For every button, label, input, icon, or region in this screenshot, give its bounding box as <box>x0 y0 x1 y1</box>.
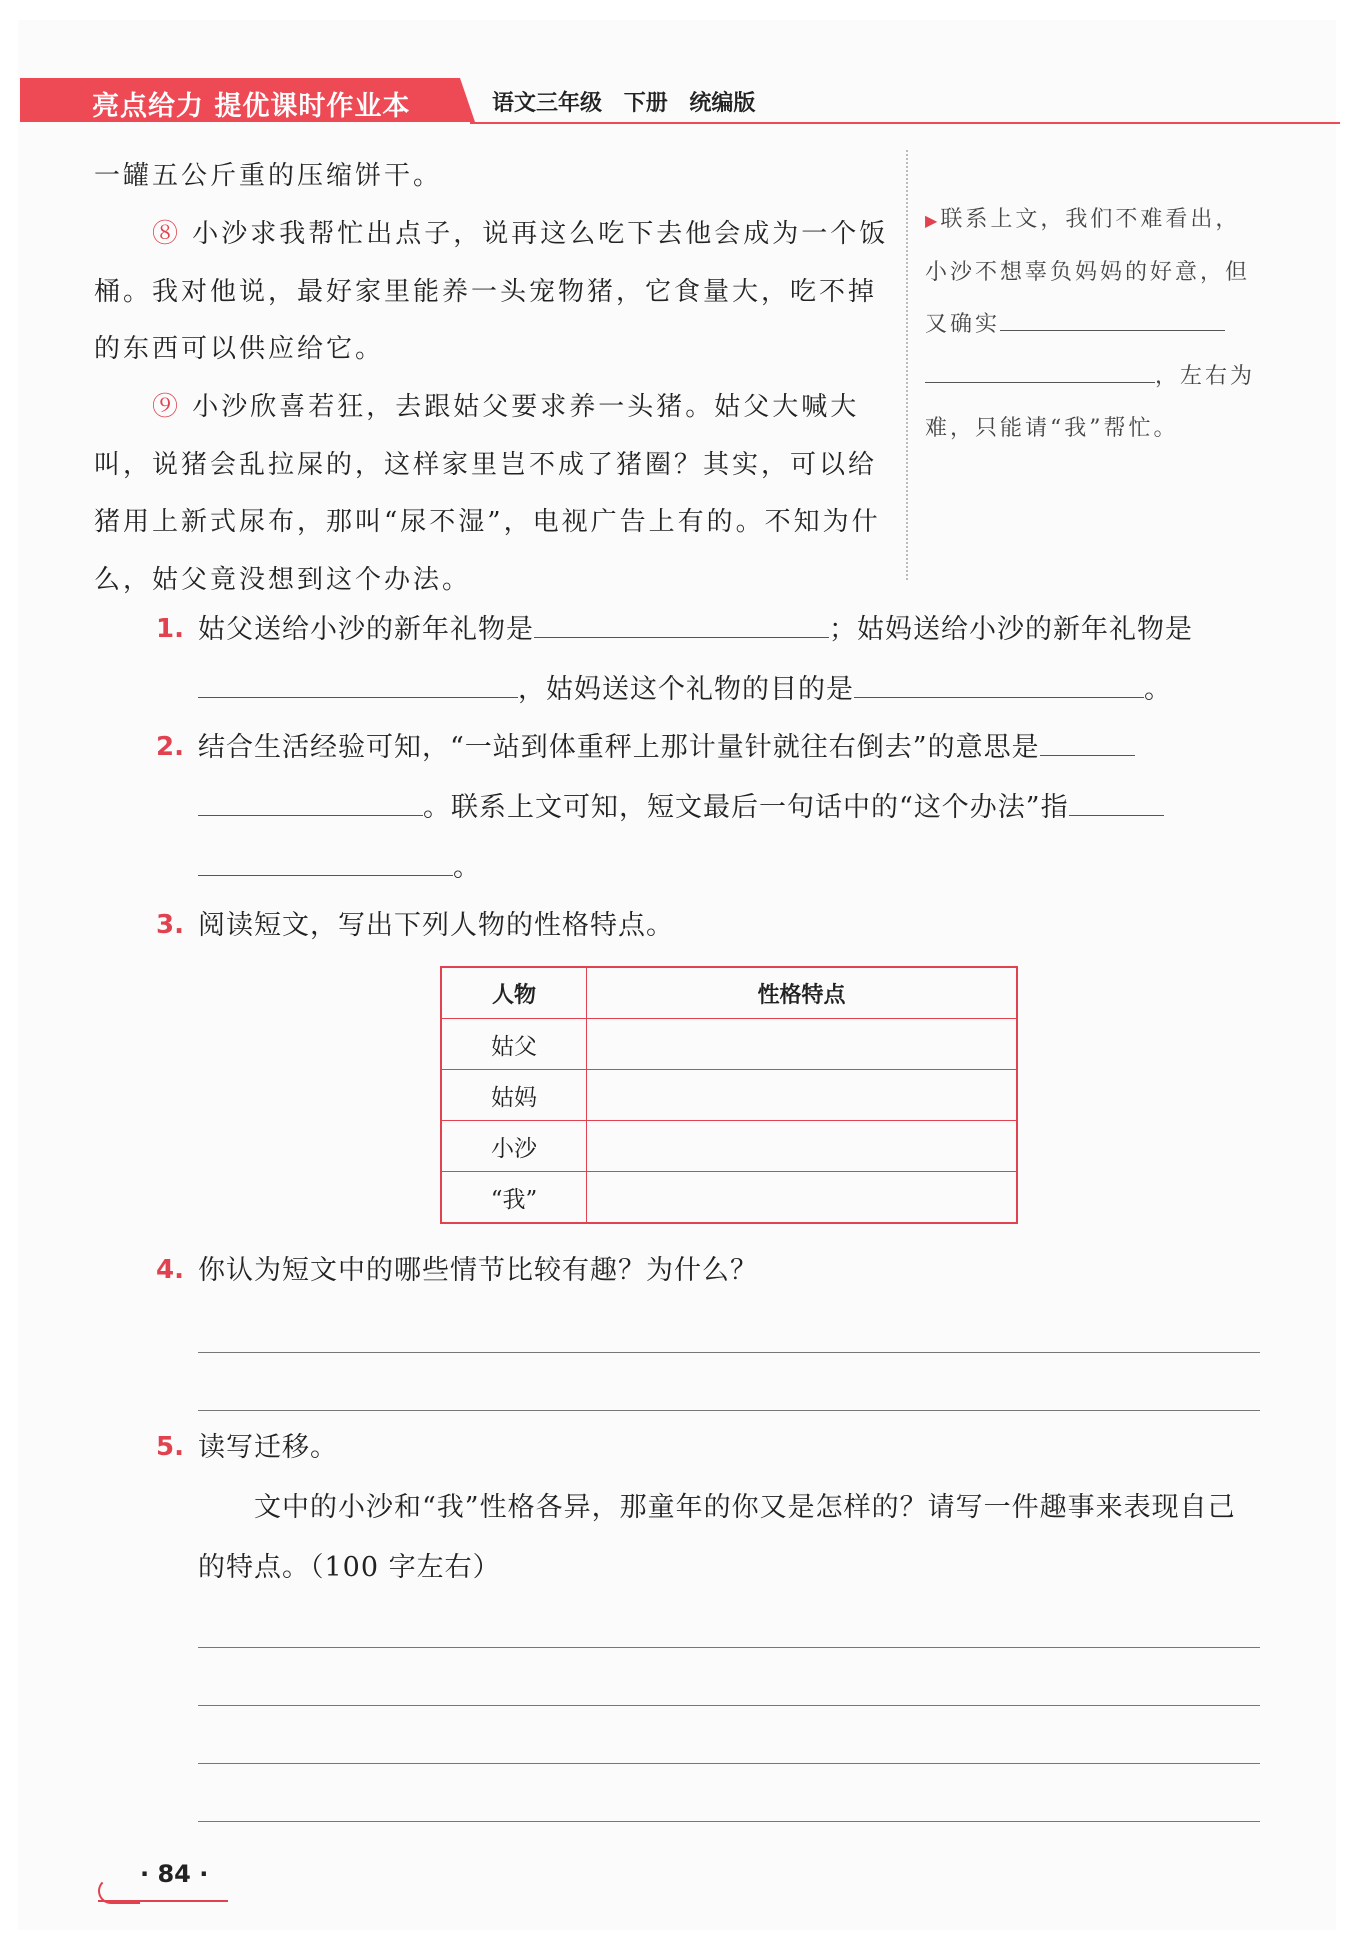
answer-line[interactable] <box>198 1352 1260 1353</box>
side-note-divider <box>906 150 908 580</box>
q1-part-c: ，姑妈送这个礼物的目的是 <box>518 674 854 705</box>
question-number-3: 3. <box>156 910 184 940</box>
table-header-trait: 性格特点 <box>587 967 1018 1019</box>
q2-blank-2a[interactable] <box>1069 795 1164 816</box>
q2-blank-2b[interactable] <box>198 855 453 876</box>
side-note-text-2: ，左右为难，只能请“我”帮忙。 <box>925 364 1256 441</box>
book-title: 亮点给力 提优课时作业本 <box>92 91 411 122</box>
table-row <box>441 1121 1017 1172</box>
character-trait-table <box>440 966 1018 1224</box>
paragraph-number-9: ⑨ <box>152 392 182 422</box>
table-row <box>441 1019 1017 1070</box>
side-note <box>925 194 1265 455</box>
table-cell-character: 姑妈 <box>441 1070 587 1121</box>
paragraph-9-text: 小沙欣喜若狂，去跟姑父要求养一头猪。姑父大喊大叫，说猪会乱拉屎的，这样家里岂不成了猪圈？其实，可以给猪用上新式尿布，那叫“尿不湿”，电视广告上有的。不知为什么，姑父竟没想到这个办法。 <box>94 392 881 595</box>
q1-blank-3[interactable] <box>854 677 1144 698</box>
q1-part-b: ；姑妈送给小沙的新年礼物是 <box>829 614 1193 645</box>
table-cell-trait-input[interactable] <box>587 1019 1018 1070</box>
q2-blank-1b[interactable] <box>198 795 423 816</box>
writing-line[interactable] <box>198 1705 1260 1706</box>
question-1-text <box>198 600 1258 720</box>
q1-blank-1[interactable] <box>534 617 829 638</box>
edition-label: 统编版 <box>689 91 756 116</box>
q2-part-a: 结合生活经验可知，“一站到体重秤上那计量针就往右倒去”的意思是 <box>198 732 1040 763</box>
table-row <box>441 1172 1017 1224</box>
header-rule <box>470 122 1340 124</box>
side-note-blank-1[interactable] <box>1000 310 1225 331</box>
writing-line[interactable] <box>198 1821 1260 1822</box>
subject-label: 语文三年级 <box>492 91 603 116</box>
table-cell-character: 姑父 <box>441 1019 587 1070</box>
question-5-title: 读写迁移。 <box>198 1432 338 1463</box>
writing-line[interactable] <box>198 1647 1260 1648</box>
table-cell-trait-input[interactable] <box>587 1121 1018 1172</box>
page-number: · 84 · <box>140 1860 209 1888</box>
table-header-row <box>441 967 1017 1019</box>
q1-blank-2[interactable] <box>198 677 518 698</box>
table-cell-trait-input[interactable] <box>587 1172 1018 1224</box>
q1-part-d: 。 <box>1144 674 1172 705</box>
question-number-2: 2. <box>156 732 184 762</box>
q1-part-a: 姑父送给小沙的新年礼物是 <box>198 614 534 645</box>
question-number-4: 4. <box>156 1255 184 1285</box>
header-subject-info <box>492 86 755 117</box>
writing-line[interactable] <box>198 1763 1260 1764</box>
side-note-text-1: 联系上文，我们不难看出，小沙不想辜负妈妈的好意，但又确实 <box>925 207 1251 337</box>
side-note-blank-2[interactable] <box>925 362 1155 383</box>
passage-paragraph-9 <box>94 379 894 609</box>
table-header-character: 人物 <box>441 967 587 1019</box>
paragraph-8-text: 小沙求我帮忙出点子，说再这么吃下去他会成为一个饭桶。我对他说，最好家里能养一头宠物猪，它食量大，吃不掉的东西可以供应给它。 <box>94 219 889 364</box>
table-cell-character: “我” <box>441 1172 587 1224</box>
table-row <box>441 1070 1017 1121</box>
page-number-underline <box>98 1900 228 1902</box>
q2-part-c: 。 <box>453 852 481 883</box>
paragraph-number-8: ⑧ <box>152 219 182 249</box>
answer-line[interactable] <box>198 1410 1260 1411</box>
passage-paragraph-8 <box>94 206 894 379</box>
table-cell-character: 小沙 <box>441 1121 587 1172</box>
triangle-marker-icon: ▶ <box>925 211 941 230</box>
question-3-text: 阅读短文，写出下列人物的性格特点。 <box>198 910 674 941</box>
q2-part-b: 。联系上文可知，短文最后一句话中的“这个办法”指 <box>423 792 1069 823</box>
passage-line-0: 一罐五公斤重的压缩饼干。 <box>94 161 443 191</box>
question-4-text: 你认为短文中的哪些情节比较有趣？为什么？ <box>198 1255 758 1286</box>
question-2-text <box>198 718 1258 898</box>
volume-label: 下册 <box>623 91 668 116</box>
q2-blank-1a[interactable] <box>1040 735 1135 756</box>
question-number-1: 1. <box>156 614 184 644</box>
question-5-prompt: 文中的小沙和“我”性格各异，那童年的你又是怎样的？请写一件趣事来表现自己的特点。（100 字左右） <box>198 1492 1236 1583</box>
table-cell-trait-input[interactable] <box>587 1070 1018 1121</box>
question-number-5: 5. <box>156 1432 184 1462</box>
